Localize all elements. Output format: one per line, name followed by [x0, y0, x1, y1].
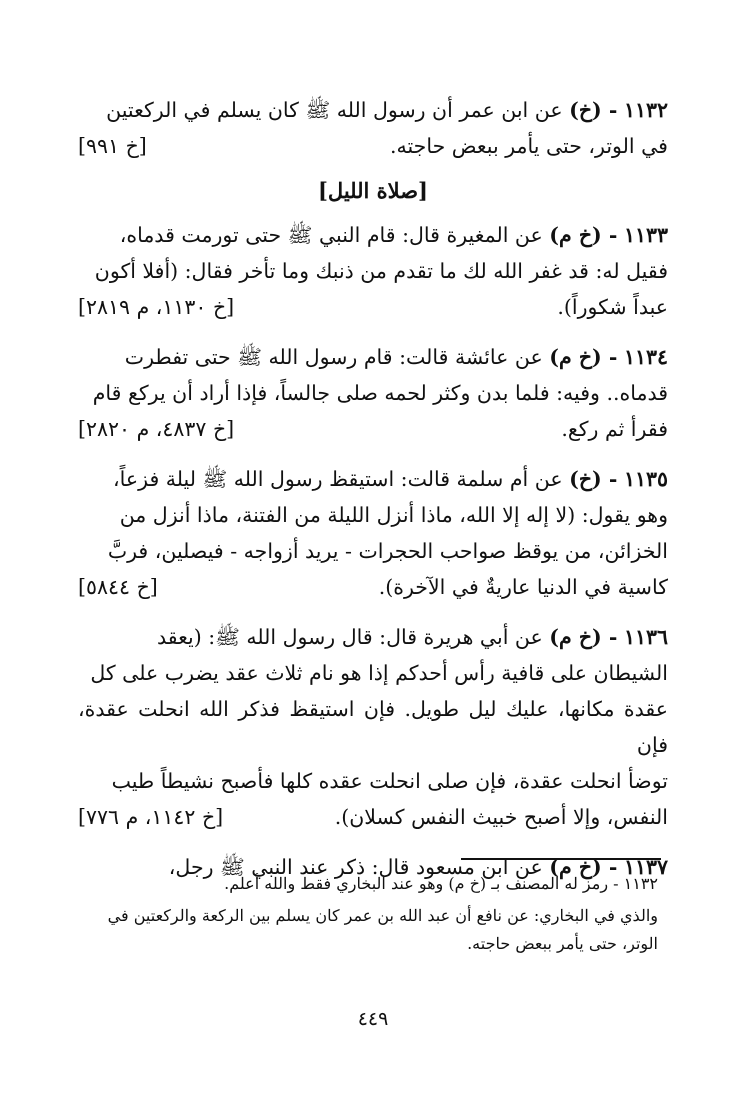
hadith-text: عبداً شكوراً). — [557, 295, 668, 319]
hadith-number: ١١٣٦ — [623, 625, 668, 649]
hadith-reference: [خ ٩٩١] — [78, 134, 147, 158]
hadith-number: ١١٣٤ — [623, 345, 668, 369]
section-heading: [صلاة الليل] — [318, 178, 428, 203]
hadith-sigla: (خ م) — [549, 223, 602, 247]
line: ١١٣٥ - (خ) عن أم سلمة قالت: استيقظ رسول الله ﷺ ليلة فزعاً، — [113, 467, 668, 491]
hadith-text: فقرأ ثم ركع. — [561, 417, 668, 441]
page-number: ٤٤٩ — [357, 1008, 389, 1030]
hadith-text: عقدة مكانها، عليك ليل طويل. فإن استيقظ فذكر الله انحلت عقدة، فإن — [78, 697, 668, 757]
hadith-sigla: (خ م) — [549, 345, 602, 369]
line — [78, 799, 668, 835]
line — [78, 128, 668, 164]
line — [78, 497, 668, 533]
hadith-sigla: (خ) — [569, 467, 602, 491]
hadith-1136 — [78, 619, 668, 835]
hadith-1132 — [78, 92, 668, 164]
footnote: والذي في البخاري: عن نافع أن عبد الله بن عمر كان يسلم بين الركعة والركعتين في الوتر، حتى يأمر ببعض حاجته. — [107, 906, 658, 953]
hadith-reference: [خ ٤٨٣٧، م ٢٨٢٠] — [78, 417, 235, 441]
line: ١١٣٦ - (خ م) عن أبي هريرة قال: قال رسول الله ﷺ: (يعقد — [156, 625, 668, 649]
line — [78, 569, 668, 605]
footnote: ١١٣٢ - رمز له المصنف بـ (خ م) وهو عند البخاري فقط والله أعلم. — [224, 874, 658, 893]
line: ١١٣٣ - (خ م) عن المغيرة قال: قام النبي ﷺ حتى تورمت قدماه، — [119, 223, 668, 247]
line: ١١٣٢ - (خ) عن ابن عمر أن رسول الله ﷺ كان يسلم في الركعتين — [106, 98, 668, 122]
hadith-text: كاسية في الدنيا عاريةٌ في الآخرة). — [378, 575, 668, 599]
footnotes — [82, 870, 658, 962]
hadith-1133 — [78, 217, 668, 325]
hadith-sigla: (خ م) — [549, 855, 602, 879]
hadith-text: عن ابن عمر أن رسول الله ﷺ كان يسلم في الركعتين — [106, 98, 563, 122]
footnote-divider — [461, 858, 661, 860]
hadith-text: فقيل له: قد غفر الله لك ما تقدم من ذنبك وما تأخر فقال: (أفلا أكون — [94, 259, 668, 283]
line: ١١٣٧ - (خ م) عن ابن مسعود قال: ذكر عند النبي ﷺ رجل، — [168, 855, 668, 879]
hadith-text: الخزائن، من يوقظ صواحب الحجرات - يريد أزواجه - فيصلين، فربَّ — [107, 539, 668, 563]
hadith-reference: [خ ١١٣٠، م ٢٨١٩] — [78, 295, 235, 319]
hadith-number: ١١٣٧ — [623, 855, 668, 879]
hadith-1135 — [78, 461, 668, 605]
line — [78, 763, 668, 799]
hadith-number: ١١٣٢ — [623, 98, 668, 122]
line — [78, 411, 668, 447]
hadith-text: عن المغيرة قال: قام النبي ﷺ حتى تورمت قدماه، — [119, 223, 543, 247]
hadith-text: عن ابن مسعود قال: ذكر عند النبي ﷺ رجل، — [168, 855, 543, 879]
hadith-text: الشيطان على قافية رأس أحدكم إذا هو نام ثلاث عقد يضرب على كل — [90, 661, 668, 685]
hadith-1134 — [78, 339, 668, 447]
hadith-sigla: (خ م) — [549, 625, 602, 649]
line — [78, 289, 668, 325]
hadith-text: في الوتر، حتى يأمر ببعض حاجته. — [389, 134, 668, 158]
line: ١١٣٤ - (خ م) عن عائشة قالت: قام رسول الله ﷺ حتى تفطرت — [124, 345, 668, 369]
line — [78, 691, 668, 763]
line — [78, 253, 668, 289]
hadith-sigla: (خ) — [569, 98, 602, 122]
line — [78, 655, 668, 691]
line — [78, 533, 668, 569]
hadith-number: ١١٣٥ — [623, 467, 668, 491]
hadith-text: عن أم سلمة قالت: استيقظ رسول الله ﷺ ليلة فزعاً، — [113, 467, 563, 491]
hadith-text: عن أبي هريرة قال: قال رسول الله ﷺ: (يعقد — [156, 625, 543, 649]
hadith-text: النفس، وإلا أصبح خبيث النفس كسلان). — [334, 805, 668, 829]
hadith-number: ١١٣٣ — [623, 223, 668, 247]
line — [78, 375, 668, 411]
hadith-reference: [خ ١١٤٢، م ٧٧٦] — [78, 805, 224, 829]
hadith-text: توضأ انحلت عقدة، فإن صلى انحلت عقده كلها فأصبح نشيطاً طيب — [111, 769, 668, 793]
hadith-text: وهو يقول: (لا إله إلا الله، ماذا أنزل الليلة من الفتنة، ماذا أنزل من — [119, 503, 668, 527]
hadith-text: قدماه.. وفيه: فلما بدن وكثر لحمه صلى جالساً، فإذا أراد أن يركع قام — [92, 381, 668, 405]
hadith-text: عن عائشة قالت: قام رسول الله ﷺ حتى تفطرت — [124, 345, 543, 369]
hadith-reference: [خ ٥٨٤٤] — [78, 575, 158, 599]
